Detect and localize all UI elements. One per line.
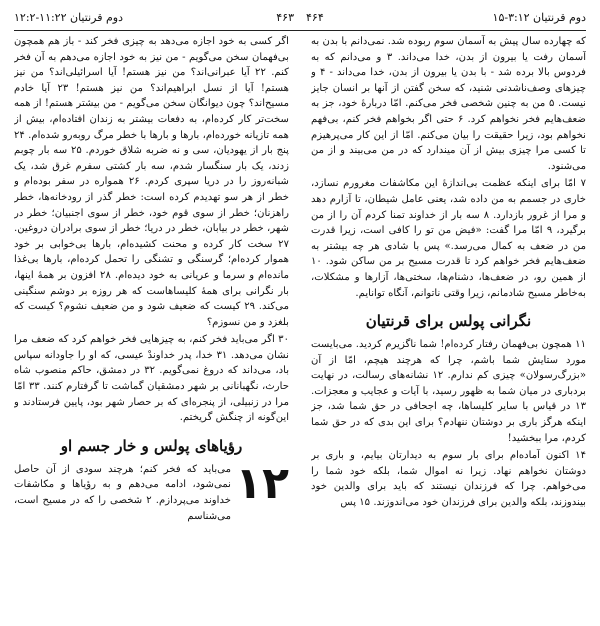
paragraph: ۱۴ اکنون آماده‌ام برای بار سوم به دیدارتان بیایم، و باری بر دوشتان نخواهم نهاد. زیرا نه اموال شما، بلکه خود شما را می‌خواهم. چرا که فرزندان نیستند که باید برای والدین خود بیندوزند، بلکه والدین برای فرزندان خود می‌اندوزند. ۱۵ پس <box>311 450 586 509</box>
chapter-number: ۱۲ <box>235 457 289 509</box>
right-column <box>311 34 586 619</box>
paragraph: ۱۱ همچون بی‌فهمان رفتار کرده‌ام! شما ناگزیرم کردید. می‌بایست مورد ستایش شما باشم، چرا که هرچند هیچم، امّا از آن «بزرگ‌رسولان» چیزی کم ندارم. ۱۲ نشانه‌های رسالت، در نهایت بردباری در میان شما به ظهور رسید، با آیات و عجایب و معجزات. ۱۳ در قیاس با سایر کلیساها، چه اجحافی در حق شما شد، جز اینکه هرگز باری بر دوشتان ننهادم؟ برای این بدی که در حق شما کردم، مرا ببخشید! <box>311 339 586 444</box>
left-running-title: دوم قرنتیان ۱۱:۲۲-۱۲:۲ <box>14 10 123 24</box>
left-header <box>14 11 294 24</box>
page-header <box>14 6 586 28</box>
section-heading: رؤیاهای پولس و خار جسم او <box>60 436 243 455</box>
chapter-opening-text: می‌باید که فخر کنم؛ هرچند سودی از آن حاصل نمی‌شود، ادامه می‌دهم و به رؤیاها و مکاشفات خداوند می‌پردازم. ۲ شخصی را که در مسیح است، می‌شناسم <box>14 463 231 522</box>
paragraph: ۷ امّا برای اینکه عظمت بی‌اندازهٔ این مکاشفات مغرورم نسازد، خاری در جسمم به من داده شد، یعنی عامل شیطان، تا آزارم دهد و مرا از غرور بازدارد. ۸ سه بار از خداوند تمنا کردم آن را از من برگیرد، ۹ امّا مرا گفت: «فیض من تو را کافی است، زیرا قدرت من در ضعف به کمال می‌رسد.» پس با شادی هر چه بیشتر به ضعف‌هایم فخر خواهم کرد تا قدرت مسیح بر من ساکن شود. ۱۰ از همین رو، در ضعف‌ها، دشنام‌ها، سختی‌ها، آزارها و مشکلات، به‌خاطر مسیح شادمانم، زیرا وقتی ناتوانم، آنگاه توانایم. <box>311 178 586 299</box>
left-column <box>14 34 289 619</box>
paragraph: که چهارده سال پیش به آسمان سوم ربوده شد. نمی‌دانم با بدن به آسمان رفت یا بیرون از بدن، خدا می‌داند. ۳ و می‌دانم که به فردوس بالا برده شد - با بدن یا بیرون از بدن، خدا می‌داند - ۴ و چیزهای وصف‌ناشدنی شنید، که سخن گفتن از آنها بر انسان جایز نیست. ۵ من به چنین شخصی فخر می‌کنم. امّا دربارهٔ خود، جز به ضعف‌هایم فخر نخواهم کرد. ۶ حتی اگر بخواهم فخر کنم، بی‌فهم نخواهم بود، زیرا حقیقت را بیان می‌کنم. امّا از این کار می‌پرهیزم تا کسی مرا چیزی بیش از آن میندارد که در من می‌بیند و از من می‌شنود. <box>311 36 586 172</box>
chapter-start <box>14 457 289 524</box>
section-heading: نگرانی پولس برای قرنتیان <box>365 312 532 331</box>
left-page-number: ۴۶۳ <box>276 10 294 24</box>
right-running-title: دوم قرنتیان ۳:۱۲-۱۵ <box>492 10 586 24</box>
right-page-number: ۴۶۴ <box>306 10 324 24</box>
header-rule <box>14 30 586 31</box>
paragraph: اگر کسی به خود اجازه می‌دهد به چیزی فخر کند - باز هم همچون بی‌فهمان سخن می‌گویم - من نیز به خود اجازه می‌دهم به آن فخر کنم. ۲۲ آیا عبرانی‌اند؟ من نیز هستم! آیا اسرائیلی‌اند؟ من نیز هستم! آیا از نسل ابراهیم‌اند؟ من نیز هستم! ۲۳ آیا خادم مسیح‌اند؟ چون دیوانگان سخن می‌گویم - من بیشتر هستم! از همه سخت‌تر کار کرده‌ام، به دفعات بیشتر به زندان افتاده‌ام، بیش از همه تازیانه خورده‌ام، بارها و بارها با خطر مرگ روبه‌رو شده‌ام. ۲۴ پنج بار از یهودیان، سی و نه ضربه شلاق خوردم. ۲۵ سه بار چوبم زدند، یک بار سنگسار شدم، سه بار کشتی سفرم غرق شد، یک شبانه‌روز را در دریا سپری کردم. ۲۶ همواره در سفر بوده‌ام و خطر از هر سو تهدیدم کرده است: خطر گذر از رودخانه‌ها، خطر راهزنان؛ خطر از سوی قوم خود، خطر از سوی اجنبیان؛ خطر در شهر، خطر در بیابان، خطر در دریا؛ خطر از سوی برادران دروغین. ۲۷ سخت کار کرده و محنت کشیده‌ام، بارها بی‌خوابی بر خود هموار کرده‌ام؛ گرسنگی و تشنگی را تحمل کرده‌ام، بارها بی‌غذا مانده‌ام و سرما و عریانی به خود دیده‌ام. ۲۸ افزون بر همهٔ اینها، بار نگرانی برای همهٔ کلیساهاست که هر روزه بر دوشم سنگینی می‌کند. ۲۹ کیست که ضعیف شود و من ضعیف نشوم؟ کیست که بلغزد و من نسوزم؟ <box>14 36 289 328</box>
right-header <box>306 11 586 24</box>
paragraph: ۳۰ اگر می‌باید فخر کنم، به چیزهایی فخر خواهم کرد که ضعف مرا نشان می‌دهد. ۳۱ خدا، پدر خداوندْ عیسی، که او را جاودانه سپاس باد، می‌داند که دروغ نمی‌گویم. ۳۲ در دمشق، حاکم منصوب شاه حارث، نگهبانانی بر شهر دمشقیان گماشت تا گرفتارم کنند. ۳۳ امّا مرا در زنبیلی، از پنجره‌ای که بر حصار شهر بود، پایین فرستادند و این‌گونه از چنگش گریختم. <box>14 334 289 424</box>
